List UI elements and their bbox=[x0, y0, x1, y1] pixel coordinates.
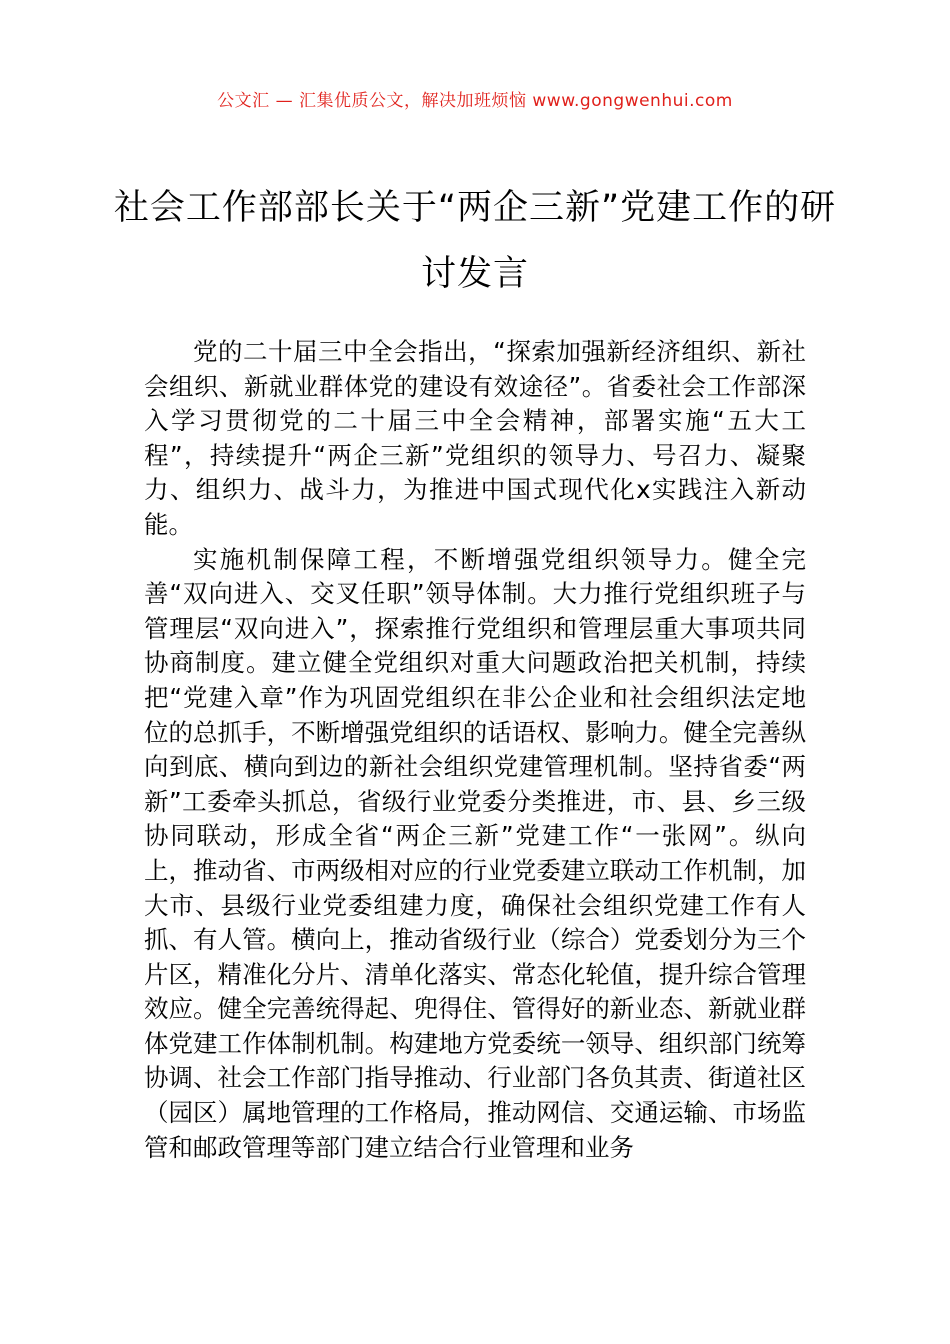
document-body bbox=[144, 335, 806, 1165]
paragraph-2: 实施机制保障工程，不断增强党组织领导力。健全完善“双向进入、交叉任职”领导体制。大力推行党组织班子与管理层“双向进入”，探索推行党组织和管理层重大事项共同协商制度。建立健全党组织对重大问题政治把关机制，持续把“党建入章”作为巩固党组织在非公企业和社会组织法定地位的总抓手，不断增强党组织的话语权、影响力。健全完善纵向到底、横向到边的新社会组织党建管理机制。坚持省委“两新”工委牵头抓总，省级行业党委分类推进，市、县、乡三级协同联动，形成全省“两企三新”党建工作“一张网”。纵向上，推动省、市两级相对应的行业党委建立联动工作机制，加大市、县级行业党委组建力度，确保社会组织党建工作有人抓、有人管。横向上，推动省级行业（综合）党委划分为三个片区，精准化分片、清单化落实、常态化轮值，提升综合管理效应。健全完善统得起、兜得住、管得好的新业态、新就业群体党建工作体制机制。构建地方党委统一领导、组织部门统筹协调、社会工作部门指导推动、行业部门各负其责、街道社区（园区）属地管理的工作格局，推动网信、交通运输、市场监管和邮政管理等部门建立结合行业管理和业务 bbox=[144, 544, 806, 1162]
document-title: 社会工作部部长关于“两企三新”党建工作的研讨发言 bbox=[113, 188, 837, 294]
site-watermark-header: 公文汇 — 汇集优质公文，解决加班烦恼 www.gongwenhui.com bbox=[217, 91, 733, 111]
paragraph-1: 党的二十届三中全会指出，“探索加强新经济组织、新社会组织、新就业群体党的建设有效途径”。省委社会工作部深入学习贯彻党的二十届三中全会精神，部署实施“五大工程”，持续提升“两企三新”党组织的领导力、号召力、凝聚力、组织力、战斗力，为推进中国式现代化x实践注入新动能。 bbox=[144, 337, 806, 539]
